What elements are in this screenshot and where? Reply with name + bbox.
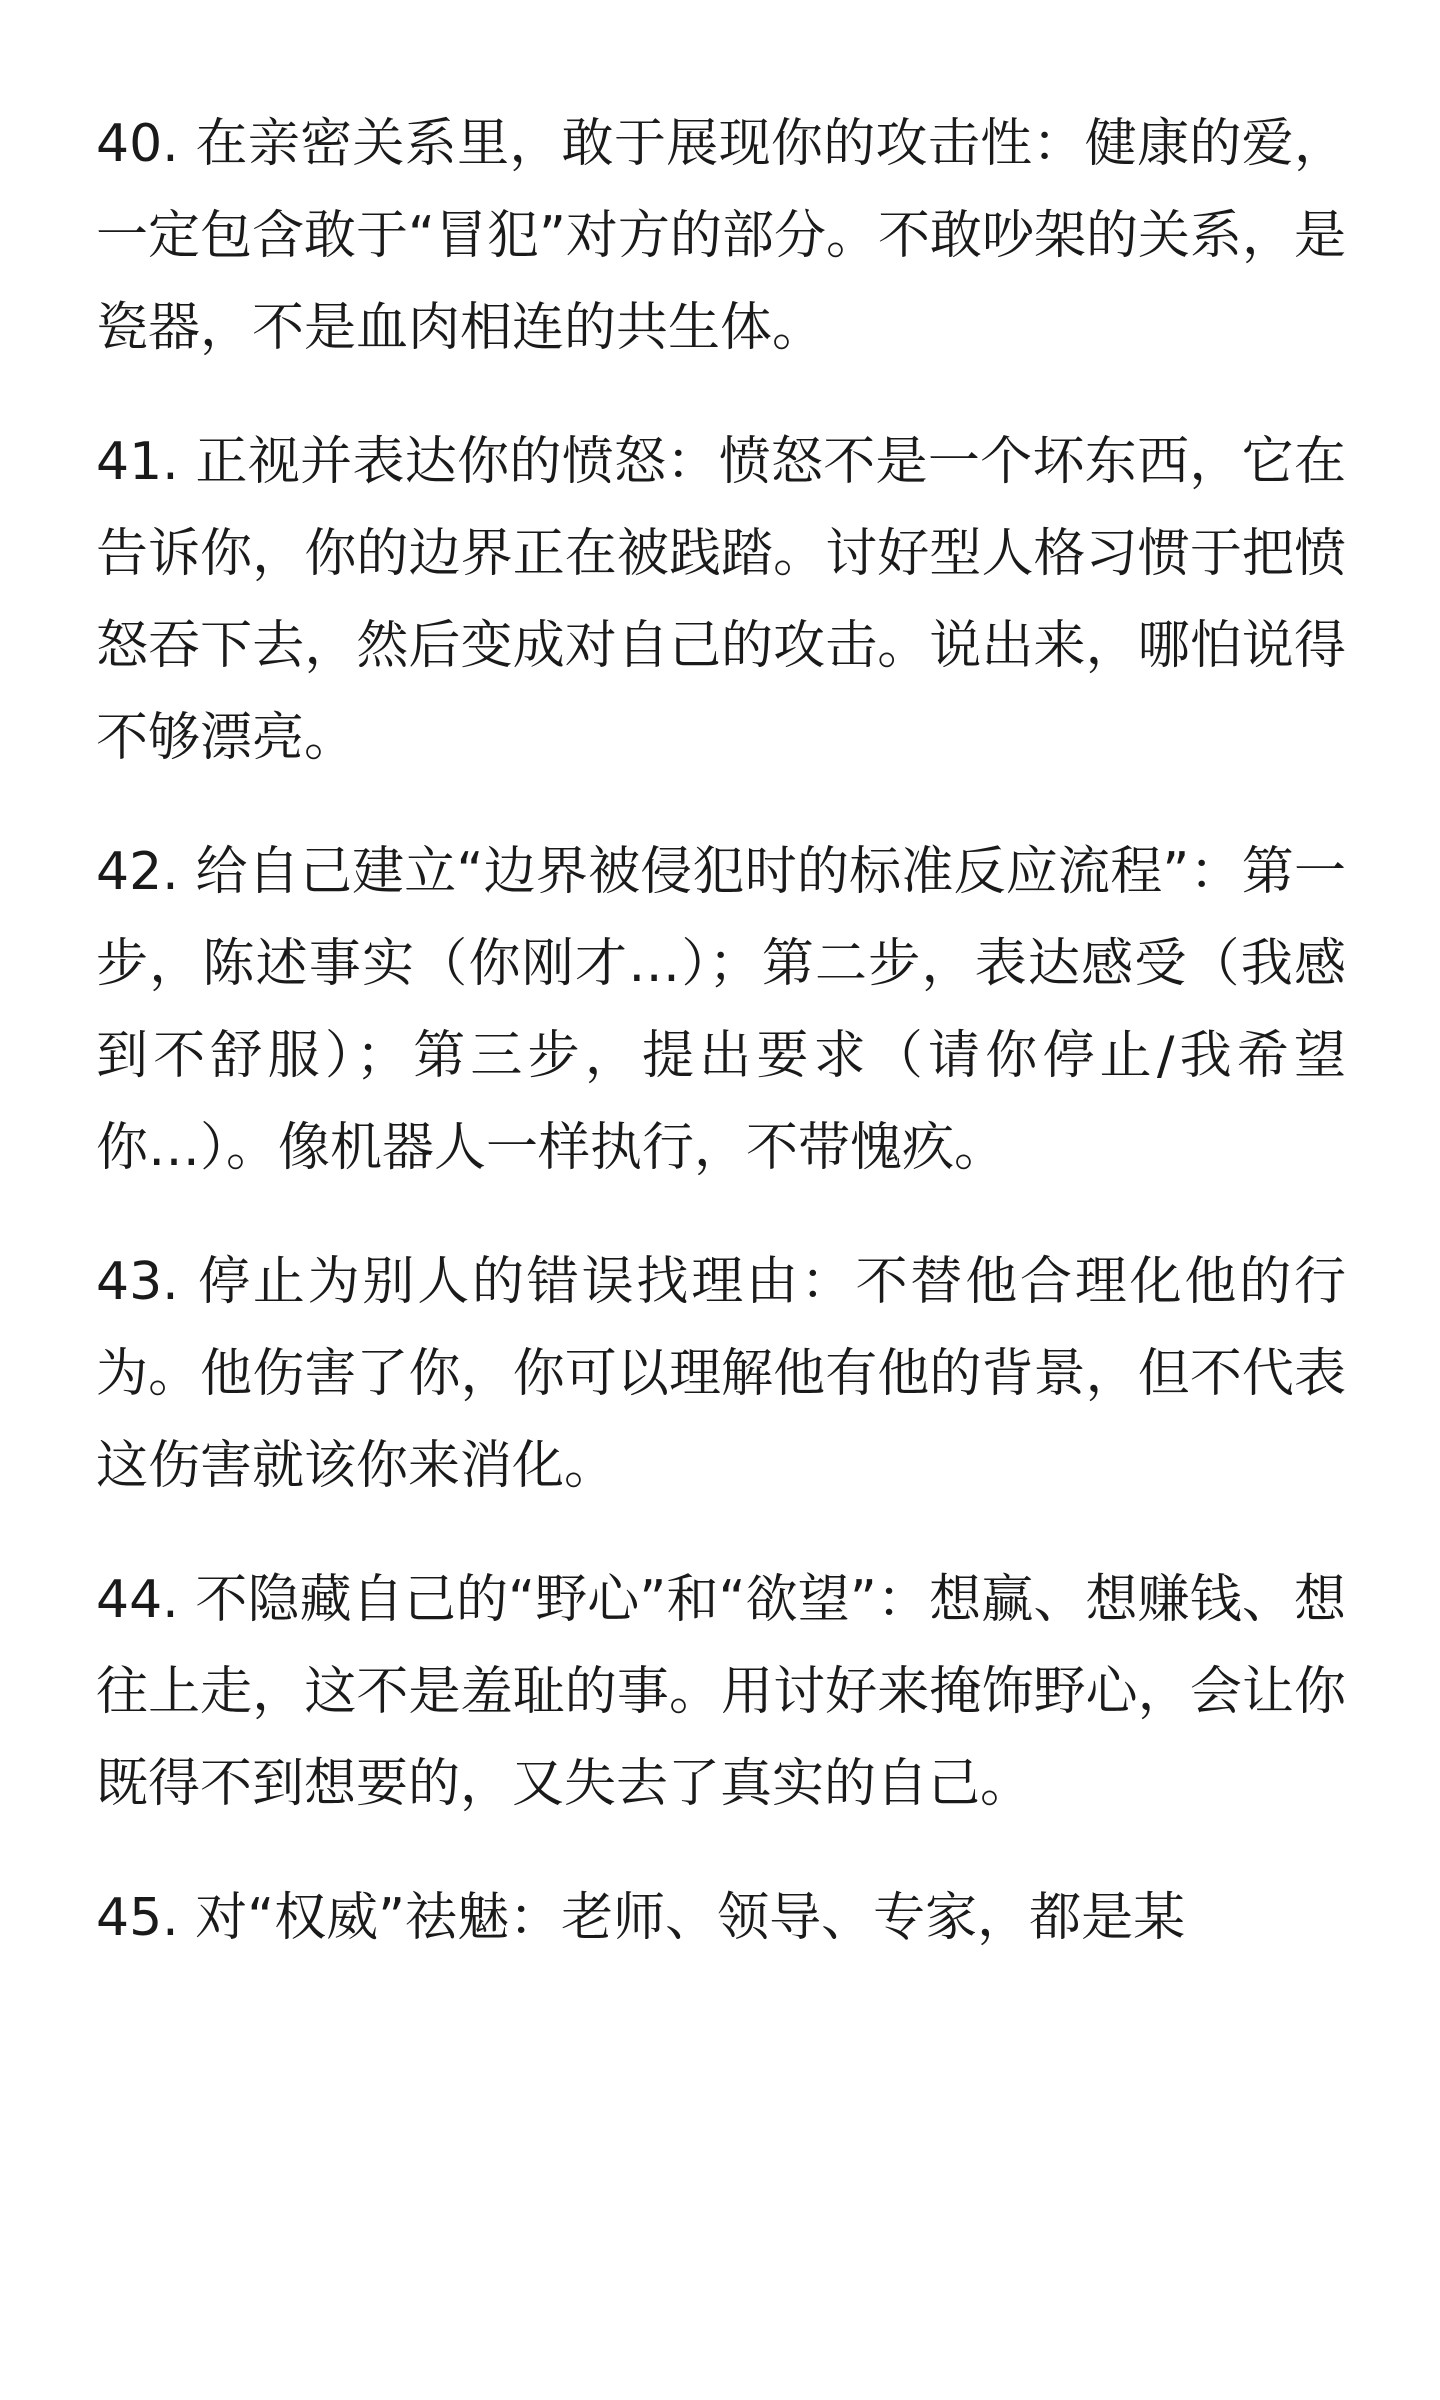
list-item-42: 42. 给自己建立“边界被侵犯时的标准反应流程”：第一步，陈述事实（你刚才…）；第二步，表达感受（我感到不舒服）；第三步，提出要求（请你停止/我希望你…）。像机器人一样执行，不带愧疚。: [96, 842, 1346, 1178]
list-item-40: 40. 在亲密关系里，敢于展现你的攻击性：健康的爱，一定包含敢于“冒犯”对方的部分。不敢吵架的关系，是瓷器，不是血肉相连的共生体。: [96, 114, 1346, 358]
list-item-43: 43. 停止为别人的错误找理由：不替他合理化他的行为。他伤害了你，你可以理解他有他的背景，但不代表这伤害就该你来消化。: [96, 1252, 1346, 1496]
document-body: [96, 98, 1346, 2006]
list-item-44: 44. 不隐藏自己的“野心”和“欲望”：想赢、想赚钱、想往上走，这不是羞耻的事。用讨好来掩饰野心，会让你既得不到想要的，又失去了真实的自己。: [96, 1570, 1346, 1814]
list-item-41: 41. 正视并表达你的愤怒：愤怒不是一个坏东西，它在告诉你，你的边界正在被践踏。讨好型人格习惯于把愤怒吞下去，然后变成对自己的攻击。说出来，哪怕说得不够漂亮。: [96, 432, 1346, 768]
list-item-45: 45. 对“权威”祛魅：老师、领导、专家，都是某: [96, 1888, 1186, 1948]
